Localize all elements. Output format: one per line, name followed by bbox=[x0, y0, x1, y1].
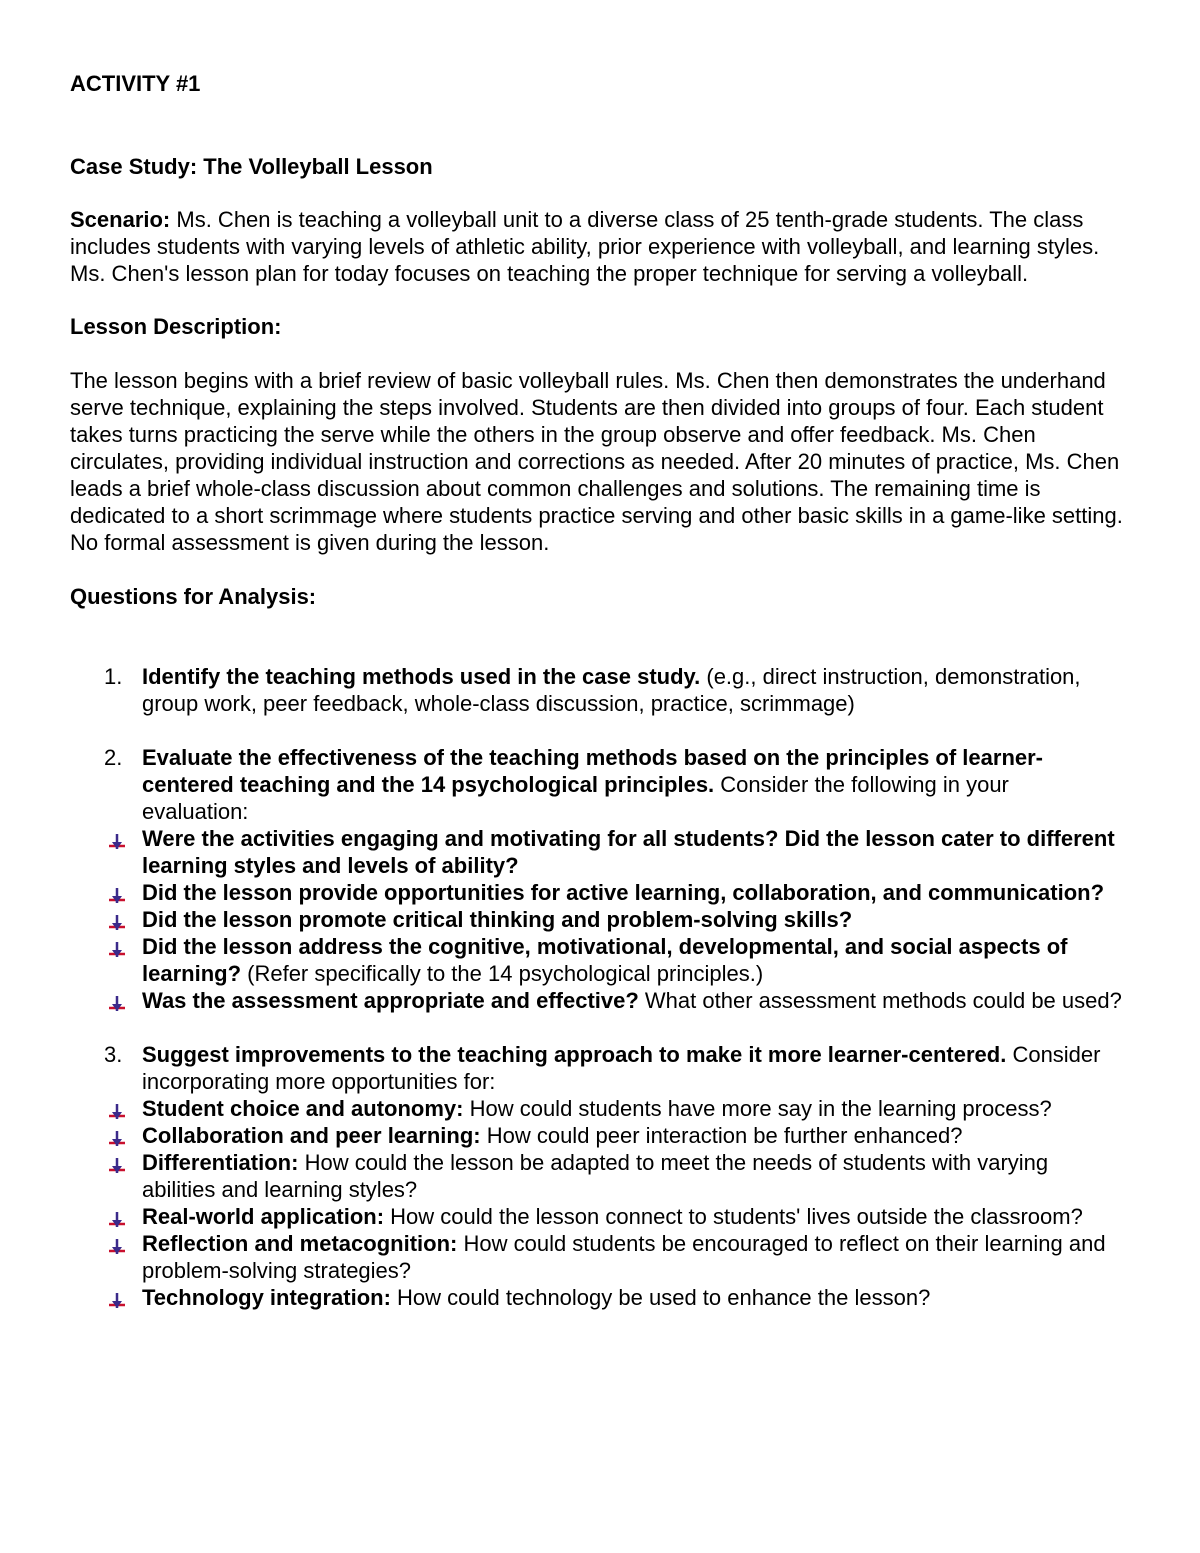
arrow-bullet-icon bbox=[106, 992, 128, 1010]
questions-list bbox=[70, 663, 1135, 1311]
bullet-text: How could the lesson be adapted to meet the needs of students with varying abilities and learning styles? bbox=[142, 1150, 1049, 1202]
scenario-paragraph bbox=[70, 206, 1135, 287]
bullet-bold: Did the lesson provide opportunities for active learning, collaboration, and communication? bbox=[142, 880, 1105, 905]
bullet-text: What other assessment methods could be used? bbox=[638, 988, 1122, 1013]
bullet-bold: Real-world application: bbox=[142, 1204, 385, 1229]
bullet-text: (Refer specifically to the 14 psychological principles.) bbox=[241, 961, 764, 986]
sub-bullet-item bbox=[72, 906, 1124, 933]
question-number: 1. bbox=[104, 664, 123, 689]
arrow-bullet-icon bbox=[106, 911, 128, 929]
bullet-text: How could peer interaction be further enhanced? bbox=[480, 1123, 963, 1148]
bullet-text: How could technology be used to enhance the lesson? bbox=[390, 1285, 931, 1310]
arrow-bullet-icon bbox=[106, 1289, 128, 1307]
sub-bullet-item bbox=[72, 879, 1124, 906]
arrow-bullet-icon bbox=[106, 884, 128, 902]
question-number: 2. bbox=[104, 745, 123, 770]
activity-title: ACTIVITY #1 bbox=[70, 71, 201, 96]
sub-bullet-item bbox=[72, 933, 1124, 987]
question-item bbox=[70, 663, 1117, 717]
lesson-description-text: The lesson begins with a brief review of basic volleyball rules. Ms. Chen then demonstrates the underhand serve technique, explaining the steps involved. Students are then divided into groups of four. Each student takes turns practicing the serve while the others in the group observe and offer feedback. Ms. Chen circulates, providing individual instruction and corrections as needed. After 20 minutes of practice, Ms. Chen leads a brief whole-class discussion about common challenges and solutions. The remaining time is dedicated to a short scrimmage where students practice serving and other basic skills in a game-like setting. No formal assessment is given during the lesson. bbox=[70, 368, 1123, 555]
question-text: (e.g., direct instruction, demonstration, group work, peer feedback, whole-class discussion, practice, scrimmage) bbox=[142, 664, 1081, 716]
sub-bullet-item bbox=[72, 825, 1124, 879]
bullet-bold: Student choice and autonomy: bbox=[142, 1096, 464, 1121]
bullet-bold: Was the assessment appropriate and effective? bbox=[142, 988, 639, 1013]
document-page bbox=[70, 70, 1135, 1311]
bullet-bold: Technology integration: bbox=[142, 1285, 391, 1310]
bullet-text: How could students be encouraged to reflect on their learning and problem-solving strategies? bbox=[142, 1231, 1106, 1283]
bullet-bold: Were the activities engaging and motivating for all students? Did the lesson cater to different learning styles and levels of ability? bbox=[142, 826, 1115, 878]
bullet-bold: Differentiation: bbox=[142, 1150, 299, 1175]
bullet-bold: Collaboration and peer learning: bbox=[142, 1123, 481, 1148]
sub-bullet-item bbox=[72, 1230, 1124, 1284]
sub-bullet-item bbox=[72, 1149, 1124, 1203]
bullet-bold: Did the lesson promote critical thinking and problem-solving skills? bbox=[142, 907, 853, 932]
question-item bbox=[70, 744, 1122, 1014]
arrow-bullet-icon bbox=[106, 1208, 128, 1226]
arrow-bullet-icon bbox=[106, 1127, 128, 1145]
scenario-label: Scenario: bbox=[70, 207, 171, 232]
question-bold: Suggest improvements to the teaching approach to make it more learner-centered. bbox=[142, 1042, 1007, 1067]
question-text: Consider incorporating more opportunities for: bbox=[142, 1042, 1101, 1094]
arrow-bullet-icon bbox=[106, 830, 128, 848]
sub-bullet-item bbox=[72, 1122, 1124, 1149]
arrow-bullet-icon bbox=[106, 1100, 128, 1118]
arrow-bullet-icon bbox=[106, 938, 128, 956]
question-bold: Evaluate the effectiveness of the teaching methods based on the principles of learner-centered teaching and the 14 psychological principles. bbox=[142, 745, 1044, 797]
sub-bullet-item bbox=[72, 1284, 1124, 1311]
sub-bullet-item bbox=[72, 1095, 1124, 1122]
case-study-title: Case Study: The Volleyball Lesson bbox=[70, 154, 433, 179]
sub-bullet-item bbox=[72, 1203, 1124, 1230]
arrow-bullet-icon bbox=[106, 1235, 128, 1253]
sub-bullet-item bbox=[72, 987, 1124, 1014]
bullet-text: How could students have more say in the learning process? bbox=[463, 1096, 1052, 1121]
question-item bbox=[70, 1041, 1117, 1311]
arrow-bullet-icon bbox=[106, 1154, 128, 1172]
sub-bullet-list bbox=[142, 1095, 1117, 1311]
scenario-text: Ms. Chen is teaching a volleyball unit to a diverse class of 25 tenth-grade students. The class includes students with varying levels of athletic ability, prior experience with volleyball, and learning styles. Ms. Chen's lesson plan for today focuses on teaching the proper technique for serving a volleyball. bbox=[70, 207, 1100, 286]
sub-bullet-list bbox=[142, 825, 1122, 1014]
lesson-description-heading: Lesson Description: bbox=[70, 314, 282, 339]
question-text: Consider the following in your evaluation: bbox=[142, 772, 1009, 824]
bullet-bold: Did the lesson address the cognitive, motivational, developmental, and social aspects of learning? bbox=[142, 934, 1068, 986]
questions-heading: Questions for Analysis: bbox=[70, 584, 317, 609]
question-bold: Identify the teaching methods used in the case study. bbox=[142, 664, 701, 689]
question-number: 3. bbox=[104, 1042, 123, 1067]
bullet-text: How could the lesson connect to students' lives outside the classroom? bbox=[384, 1204, 1083, 1229]
bullet-bold: Reflection and metacognition: bbox=[142, 1231, 458, 1256]
